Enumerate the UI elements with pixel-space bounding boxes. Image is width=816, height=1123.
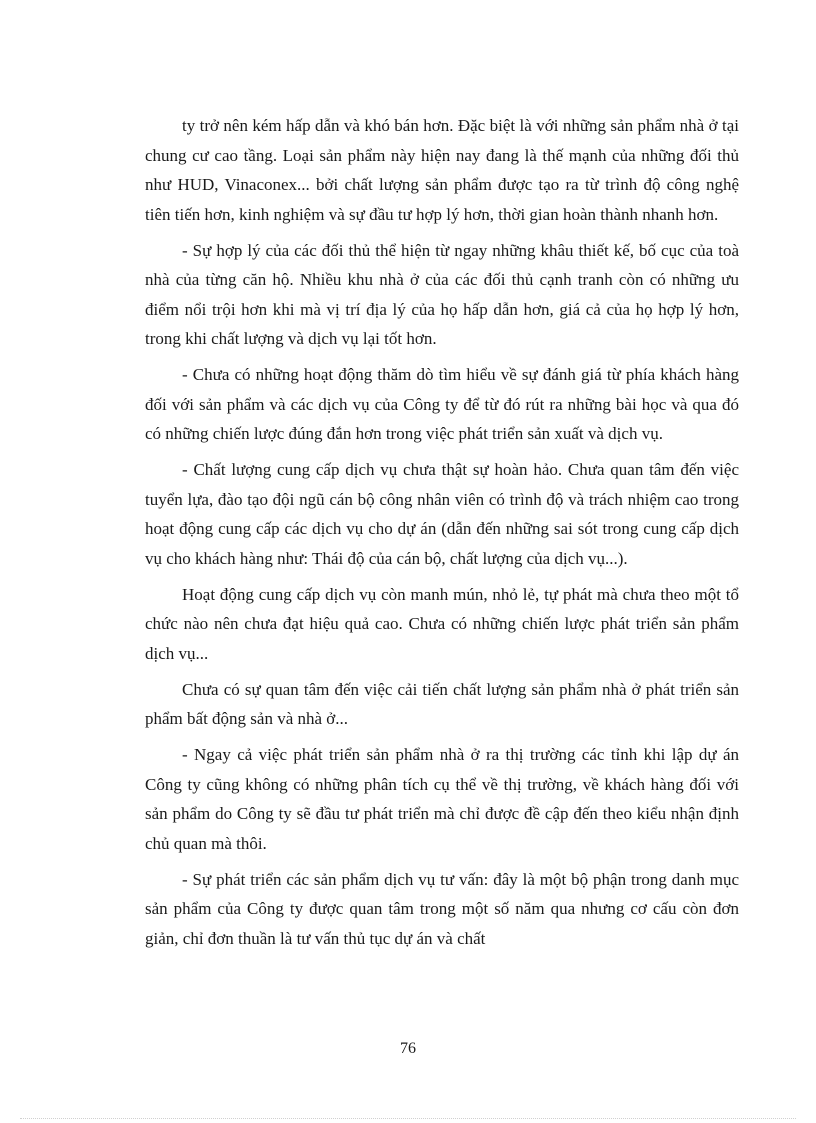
paragraph-5: Hoạt động cung cấp dịch vụ còn manh mún, nhỏ lẻ, tự phát mà chưa theo một tổ chức nào nên chưa đạt hiệu quả cao. Chưa có những chiến lược phát triển sản phẩm dịch vụ...	[145, 584, 739, 663]
body-text	[145, 111, 739, 960]
paragraph-4: - Chất lượng cung cấp dịch vụ chưa thật sự hoàn hảo. Chưa quan tâm đến việc tuyển lựa, đào tạo đội ngũ cán bộ công nhân viên có trình độ và trách nhiệm cao trong hoạt động cung cấp các dịch vụ cho dự án (dẫn đến những sai sót trong cung cấp dịch vụ cho khách hàng như: Thái độ của cán bộ, chất lượng của dịch vụ...).	[145, 460, 739, 568]
page-bottom-divider	[20, 1118, 796, 1119]
paragraph-2: - Sự hợp lý của các đối thủ thể hiện từ ngay những khâu thiết kế, bố cục của toà nhà của từng căn hộ. Nhiều khu nhà ở của các đối thủ cạnh tranh còn có những ưu điểm nổi trội hơn khi mà vị trí địa lý của họ hấp dẫn hơn, giá cả của họ hợp lý hơn, trong khi chất lượng và dịch vụ lại tốt hơn.	[145, 240, 739, 348]
paragraph-7: - Ngay cả việc phát triển sản phẩm nhà ở ra thị trường các tỉnh khi lập dự án Công ty cũng không có những phân tích cụ thể về thị trường, về khách hàng đối với sản phẩm do Công ty sẽ đầu tư phát triển mà chỉ được đề cập đến theo kiểu nhận định chủ quan mà thôi.	[145, 745, 739, 853]
page-number: 76	[400, 1040, 416, 1057]
paragraph-8: - Sự phát triển các sản phẩm dịch vụ tư vấn: đây là một bộ phận trong danh mục sản phẩm của Công ty được quan tâm trong một số năm qua nhưng cơ cấu còn đơn giản, chỉ đơn thuần là tư vấn thủ tục dự án và chất	[145, 869, 739, 948]
paragraph-1: ty trở nên kém hấp dẫn và khó bán hơn. Đặc biệt là với những sản phẩm nhà ở tại chung cư cao tầng. Loại sản phẩm này hiện nay đang là thế mạnh của những đối thủ như HUD, Vinaconex... bởi chất lượng sản phẩm được tạo ra từ trình độ công nghệ tiên tiến hơn, kinh nghiệm và sự đầu tư hợp lý hơn, thời gian hoàn thành nhanh hơn.	[145, 116, 739, 224]
paragraph-3: - Chưa có những hoạt động thăm dò tìm hiểu về sự đánh giá từ phía khách hàng đối với sản phẩm và các dịch vụ của Công ty để từ đó rút ra những bài học và qua đó có những chiến lược đúng đắn hơn trong việc phát triển sản xuất và dịch vụ.	[145, 365, 739, 443]
paragraph-6: Chưa có sự quan tâm đến việc cải tiến chất lượng sản phẩm nhà ở phát triển sản phẩm bất động sản và nhà ở...	[145, 679, 739, 728]
